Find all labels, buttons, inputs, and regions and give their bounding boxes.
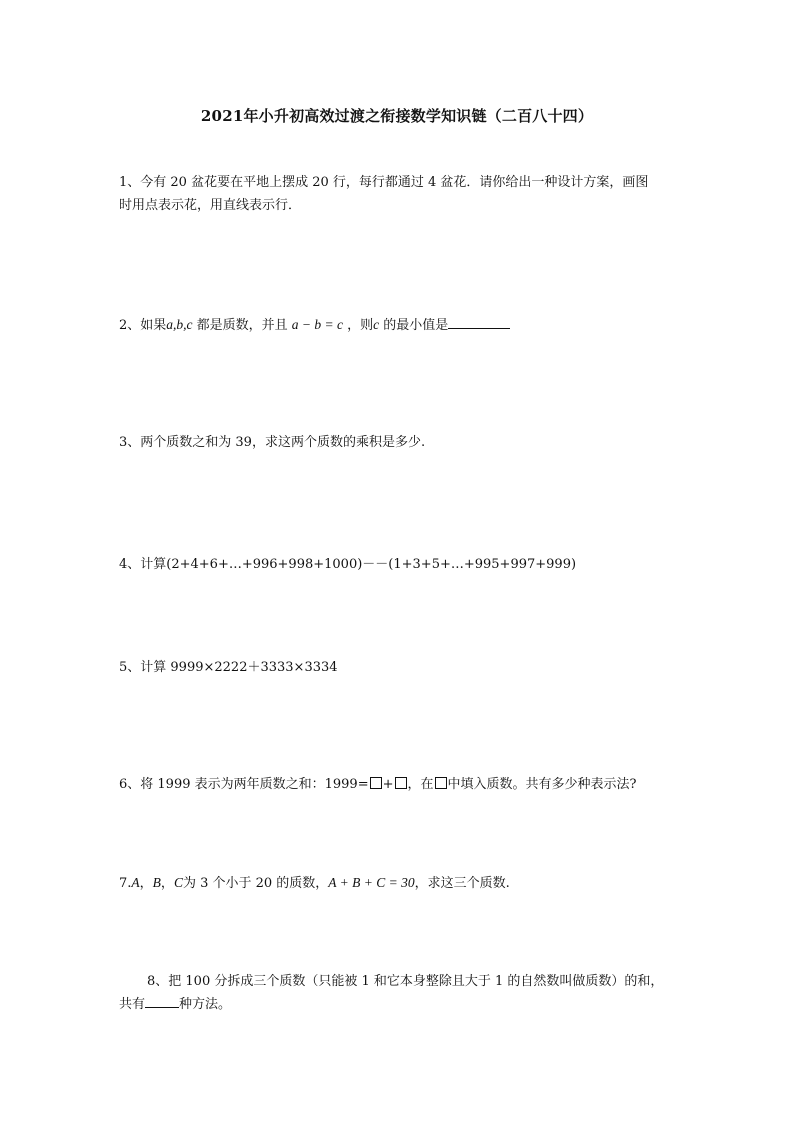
question-7 <box>119 871 689 895</box>
question-2 <box>119 313 689 337</box>
question-7-equation: A + B + C = 30 <box>328 875 415 890</box>
question-6 <box>119 773 689 796</box>
question-2-vars: a,b,c <box>166 317 193 332</box>
question-8-line-2-suffix: 种方法。 <box>179 997 232 1012</box>
question-2-prefix: 2、如果 <box>119 318 167 333</box>
question-2-var-c: c <box>373 317 380 332</box>
question-6-mid: ，在 <box>407 777 434 792</box>
question-2-mid-2: ，则 <box>343 318 374 333</box>
question-1-line-1: 1、今有 20 盆花要在平地上摆成 20 行，每行都通过 4 盆花．请你给出一种设计方案，画图 <box>119 175 649 190</box>
question-6-plus: + <box>382 777 394 792</box>
page-title: 2021年小升初高效过渡之衔接数学知识链（二百八十四） <box>200 107 594 125</box>
question-7-var-b: B <box>152 875 161 890</box>
question-1 <box>119 171 689 217</box>
question-2-equation: a − b = c <box>291 317 344 332</box>
question-4: 4、计算(2+4+6+…+996+998+1000)－－(1+3+5+…+995+997+999) <box>119 557 577 572</box>
question-8-line-2 <box>119 993 689 1016</box>
question-2-mid-1: 都是质数，并且 <box>192 318 292 333</box>
question-5: 5、计算 9999×2222＋3333×3334 <box>119 660 338 675</box>
question-7-prefix: 7. <box>119 876 132 891</box>
answer-blank <box>448 314 510 329</box>
question-7-sep-2: ， <box>160 876 174 891</box>
question-8 <box>119 970 689 1016</box>
answer-box-2 <box>395 777 407 789</box>
question-7-mid: 为 3 个小于 20 的质数， <box>182 876 329 891</box>
question-1-line-2: 时用点表示花，用直线表示行． <box>119 198 302 213</box>
question-6-prefix: 6、将 1999 表示为两年质数之和：1999= <box>119 777 369 792</box>
question-7-var-c: C <box>173 875 183 890</box>
question-8-line-1: 8、把 100 分拆成三个质数（只能被 1 和它本身整除且大于 1 的自然数叫做质数）的和， <box>147 974 664 989</box>
question-6-suffix: 中填入质数。共有多少种表示法? <box>447 777 637 792</box>
question-7-var-a: A <box>131 875 140 890</box>
question-7-sep-1: ， <box>139 876 153 891</box>
question-8-line-2-prefix: 共有 <box>119 997 146 1012</box>
answer-box-1 <box>370 777 382 789</box>
answer-blank <box>145 993 179 1008</box>
question-2-suffix: 的最小值是 <box>379 318 449 333</box>
question-7-suffix: ，求这三个质数. <box>414 876 510 891</box>
question-3: 3、两个质数之和为 39，求这两个质数的乘积是多少. <box>119 435 426 450</box>
answer-box-3 <box>435 777 447 789</box>
